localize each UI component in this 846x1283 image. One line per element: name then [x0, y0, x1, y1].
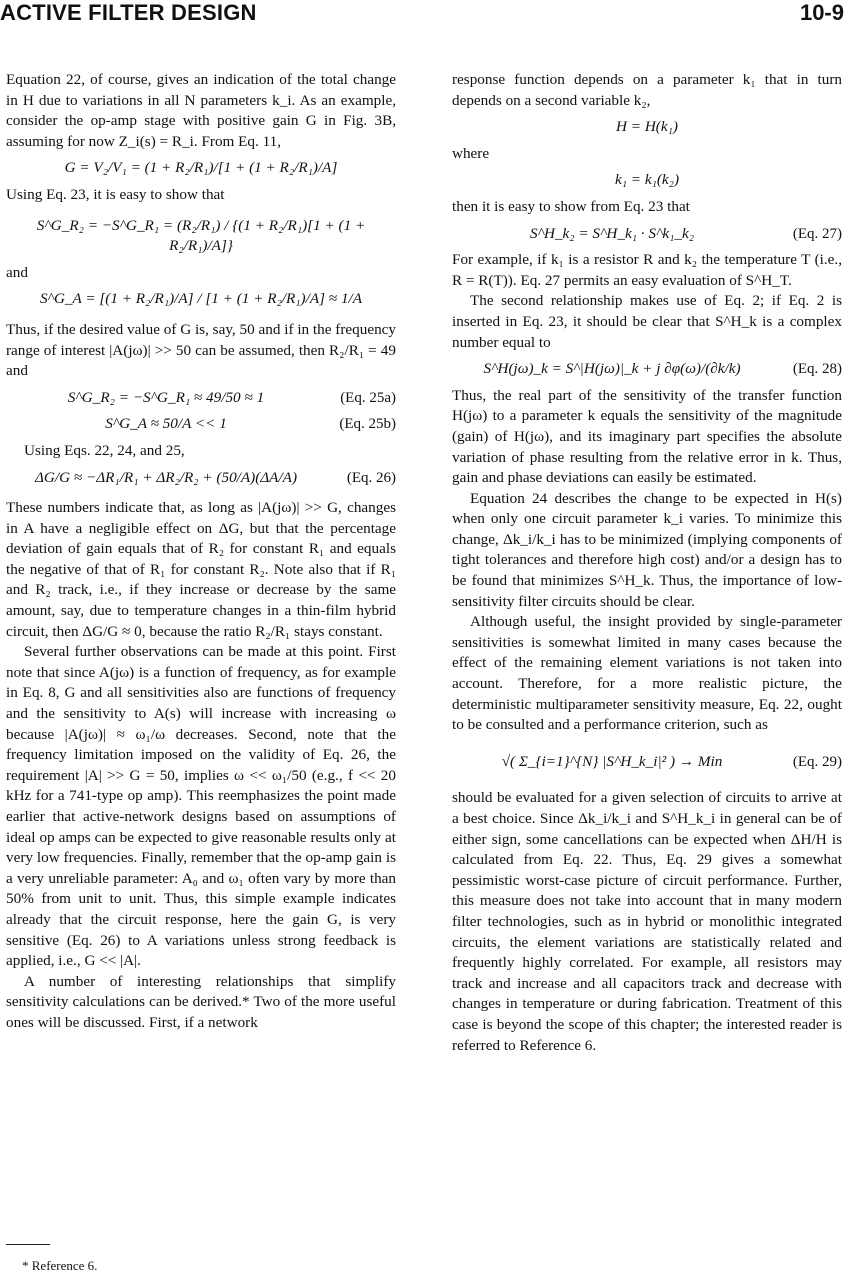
- paragraph: These numbers indicate that, as long as |A(jω)| >> G, changes in A have a negligible effect on ΔG, but that the percentage deviation of gain equals that of R₂ for constant R₁ and equals the negative of that of R₁ for constant R₂. Note also that if R₁ and R₂ track, i.e., if they increase or decrease by the same amount, say, due to temperature changes in a thin-film hybrid circuit, then ΔG/G ≈ 0, because the ratio R₂/R₁ stays constant.: [6, 499, 396, 640]
- equation-gain: G = V₂/V₁ = (1 + R₂/R₁)/[1 + (1 + R₂/R₁)/A]: [64, 159, 338, 177]
- paragraph: Equation 22, of course, gives an indication of the total change in H due to variations in all N parameters k_i. As an example, consider the op-amp stage with positive gain G in Fig. 3B, assuming for now Z_i(s) = R_i. From Eq. 11,: [6, 71, 396, 150]
- right-column: [452, 70, 842, 1056]
- equation-27: S^H_k₂ = S^H_k₁ · S^k₁_k₂ (Eq. 27): [452, 224, 842, 245]
- equation-25b: S^G_A ≈ 50/A << 1 (Eq. 25b): [6, 414, 396, 435]
- paragraph: should be evaluated for a given selection of circuits to arrive at a best choice. Since Δk_i/k_i and S^H_k_i in general can be of either sign, some cancellations can be expected when ΔH/H is calculated from Eq. 22. Thus, Eq. 29 gives a somewhat pessimistic worst-case picture of circuit performance. Further, this measure does not take into account that in many modern filter technologies, such as in hybrid or monolithic integrated circuits, the element variations are statistically related and frequently highly correlated. For example, all resistors may track and increase and all capacitors track and decrease with changes in temperature or during fabrication. Treatment of this case is beyond the scope of this chapter; the interested reader is referred to Reference 6.: [452, 789, 842, 1054]
- equation-number: (Eq. 27): [792, 225, 842, 242]
- equation-28: S^H(jω)_k = S^|H(jω)|_k + j ∂φ(ω)/(∂k/k) (Eq. 28): [452, 359, 842, 380]
- paragraph: Using Eq. 23, it is easy to show that: [6, 185, 225, 203]
- page-header: [0, 0, 846, 30]
- paragraph: Several further observations can be made at this point. First note that since A(jω) is a function of frequency, as for example in Eq. 8, G and all sensitivities also are functions of frequency and the sensitivity to A(s) will increase with increasing ω because |A(jω)| ≈ ω₁/ω decreases. Second, note that the frequency limitation imposed on the validity of Eq. 26, the requirement |A| >> G = 50, implies ω << ω₁/50 (e.g., f << 20 kHz for a 741-type op amp). This reemphasizes the point made earlier that active-network designs based on assumptions of ideal op amps can be expected to give reasonable results only at very low frequencies. Finally, remember that the op-amp gain is a very unreliable parameter: A₀ and ω₁ often vary by more than 50% from unit to unit. Thus, this simple example indicates already that the circuit response, here the gain G, is very sensitive (Eq. 26) to A variations unless strong feedback is applied, i.e., G << |A|.: [6, 643, 396, 970]
- paragraph: response function depends on a parameter k₁ that in turn depends on a second variable k₂,: [452, 71, 842, 109]
- equation-number: (Eq. 28): [792, 361, 842, 378]
- equation-number: (Eq. 25a): [340, 389, 396, 406]
- equation-k: k₁ = k₁(k₂): [614, 171, 680, 189]
- paragraph: then it is easy to show from Eq. 23 that: [452, 197, 690, 215]
- paragraph: where: [452, 144, 490, 162]
- footnote-rule: [6, 1244, 50, 1245]
- equation-number: (Eq. 26): [346, 469, 396, 486]
- equation-h: H = H(k₁): [616, 118, 678, 136]
- paragraph: The second relationship makes use of Eq. 2; if Eq. 2 is inserted in Eq. 23, it should be clear that S^H_k is a complex number equal to: [452, 292, 842, 351]
- chapter-title: ACTIVE FILTER DESIGN: [0, 0, 257, 25]
- equation-sens-a: S^G_A = [(1 + R₂/R₁)/A] / [1 + (1 + R₂/R₁)/A] ≈ 1/A: [39, 290, 363, 308]
- page-number: 10-9: [799, 0, 844, 25]
- paragraph: and: [6, 263, 28, 281]
- equation-29: √( Σ_{i=1}^{N} |S^H_k_i|² ) → Min (Eq. 29): [452, 752, 842, 773]
- paragraph: Equation 24 describes the change to be expected in H(s) when only one circuit parameter k_i varies. To minimize this change, Δk_i/k_i has to be minimized (implying components of tight tolerances and therefore high cost) and/or a design has to be found that minimizes S^H_k. Thus, the importance of low-sensitivity filter circuits should be clear.: [452, 489, 842, 610]
- paragraph: Thus, the real part of the sensitivity of the transfer function H(jω) to a parameter k equals the sensitivity of the magnitude (gain) of H(jω), and its imaginary part specifies the absolute variation of phase resulting from the relative error in k. Thus, gain and phase deviations can easily be estimated.: [452, 386, 842, 487]
- left-column: [6, 70, 396, 1034]
- equation-number: (Eq. 25b): [339, 416, 396, 433]
- paragraph: Thus, if the desired value of G is, say, 50 and if in the frequency range of interest |A(jω)| >> 50 can be assumed, then R₂/R₁ = 49 and: [6, 320, 396, 380]
- paragraph: A number of interesting relationships that simplify sensitivity calculations can be derived.* Two of the more useful ones will be discussed. First, if a network: [6, 972, 396, 1031]
- paragraph: Although useful, the insight provided by single-parameter sensitivities is somewhat limited in many cases because the effect of the remaining element variations is not taken into account. Therefore, for a more realistic picture, the deterministic multiparameter sensitivity measure, Eq. 22, ought to be consulted and a performance criterion, such as: [452, 613, 842, 734]
- equation-26: ΔG/G ≈ −ΔR₁/R₁ + ΔR₂/R₂ + (50/A)(ΔA/A) (Eq. 26): [6, 468, 396, 489]
- equation-sens-r: S^G_R₂ = −S^G_R₁ = (R₂/R₁) / {(1 + R₂/R₁)[1 + (1 + R₂/R₁)/A]}: [36, 216, 366, 255]
- equation-number: (Eq. 29): [792, 753, 842, 770]
- equation-25a: S^G_R₂ = −S^G_R₁ ≈ 49/50 ≈ 1 (Eq. 25a): [6, 388, 396, 409]
- paragraph: Using Eqs. 22, 24, and 25,: [24, 441, 185, 459]
- footnote: * Reference 6.: [22, 1258, 98, 1273]
- paragraph: For example, if k₁ is a resistor R and k₂ the temperature T (i.e., R = R(T)). Eq. 27 permits an easy evaluation of S^H_T.: [452, 251, 842, 289]
